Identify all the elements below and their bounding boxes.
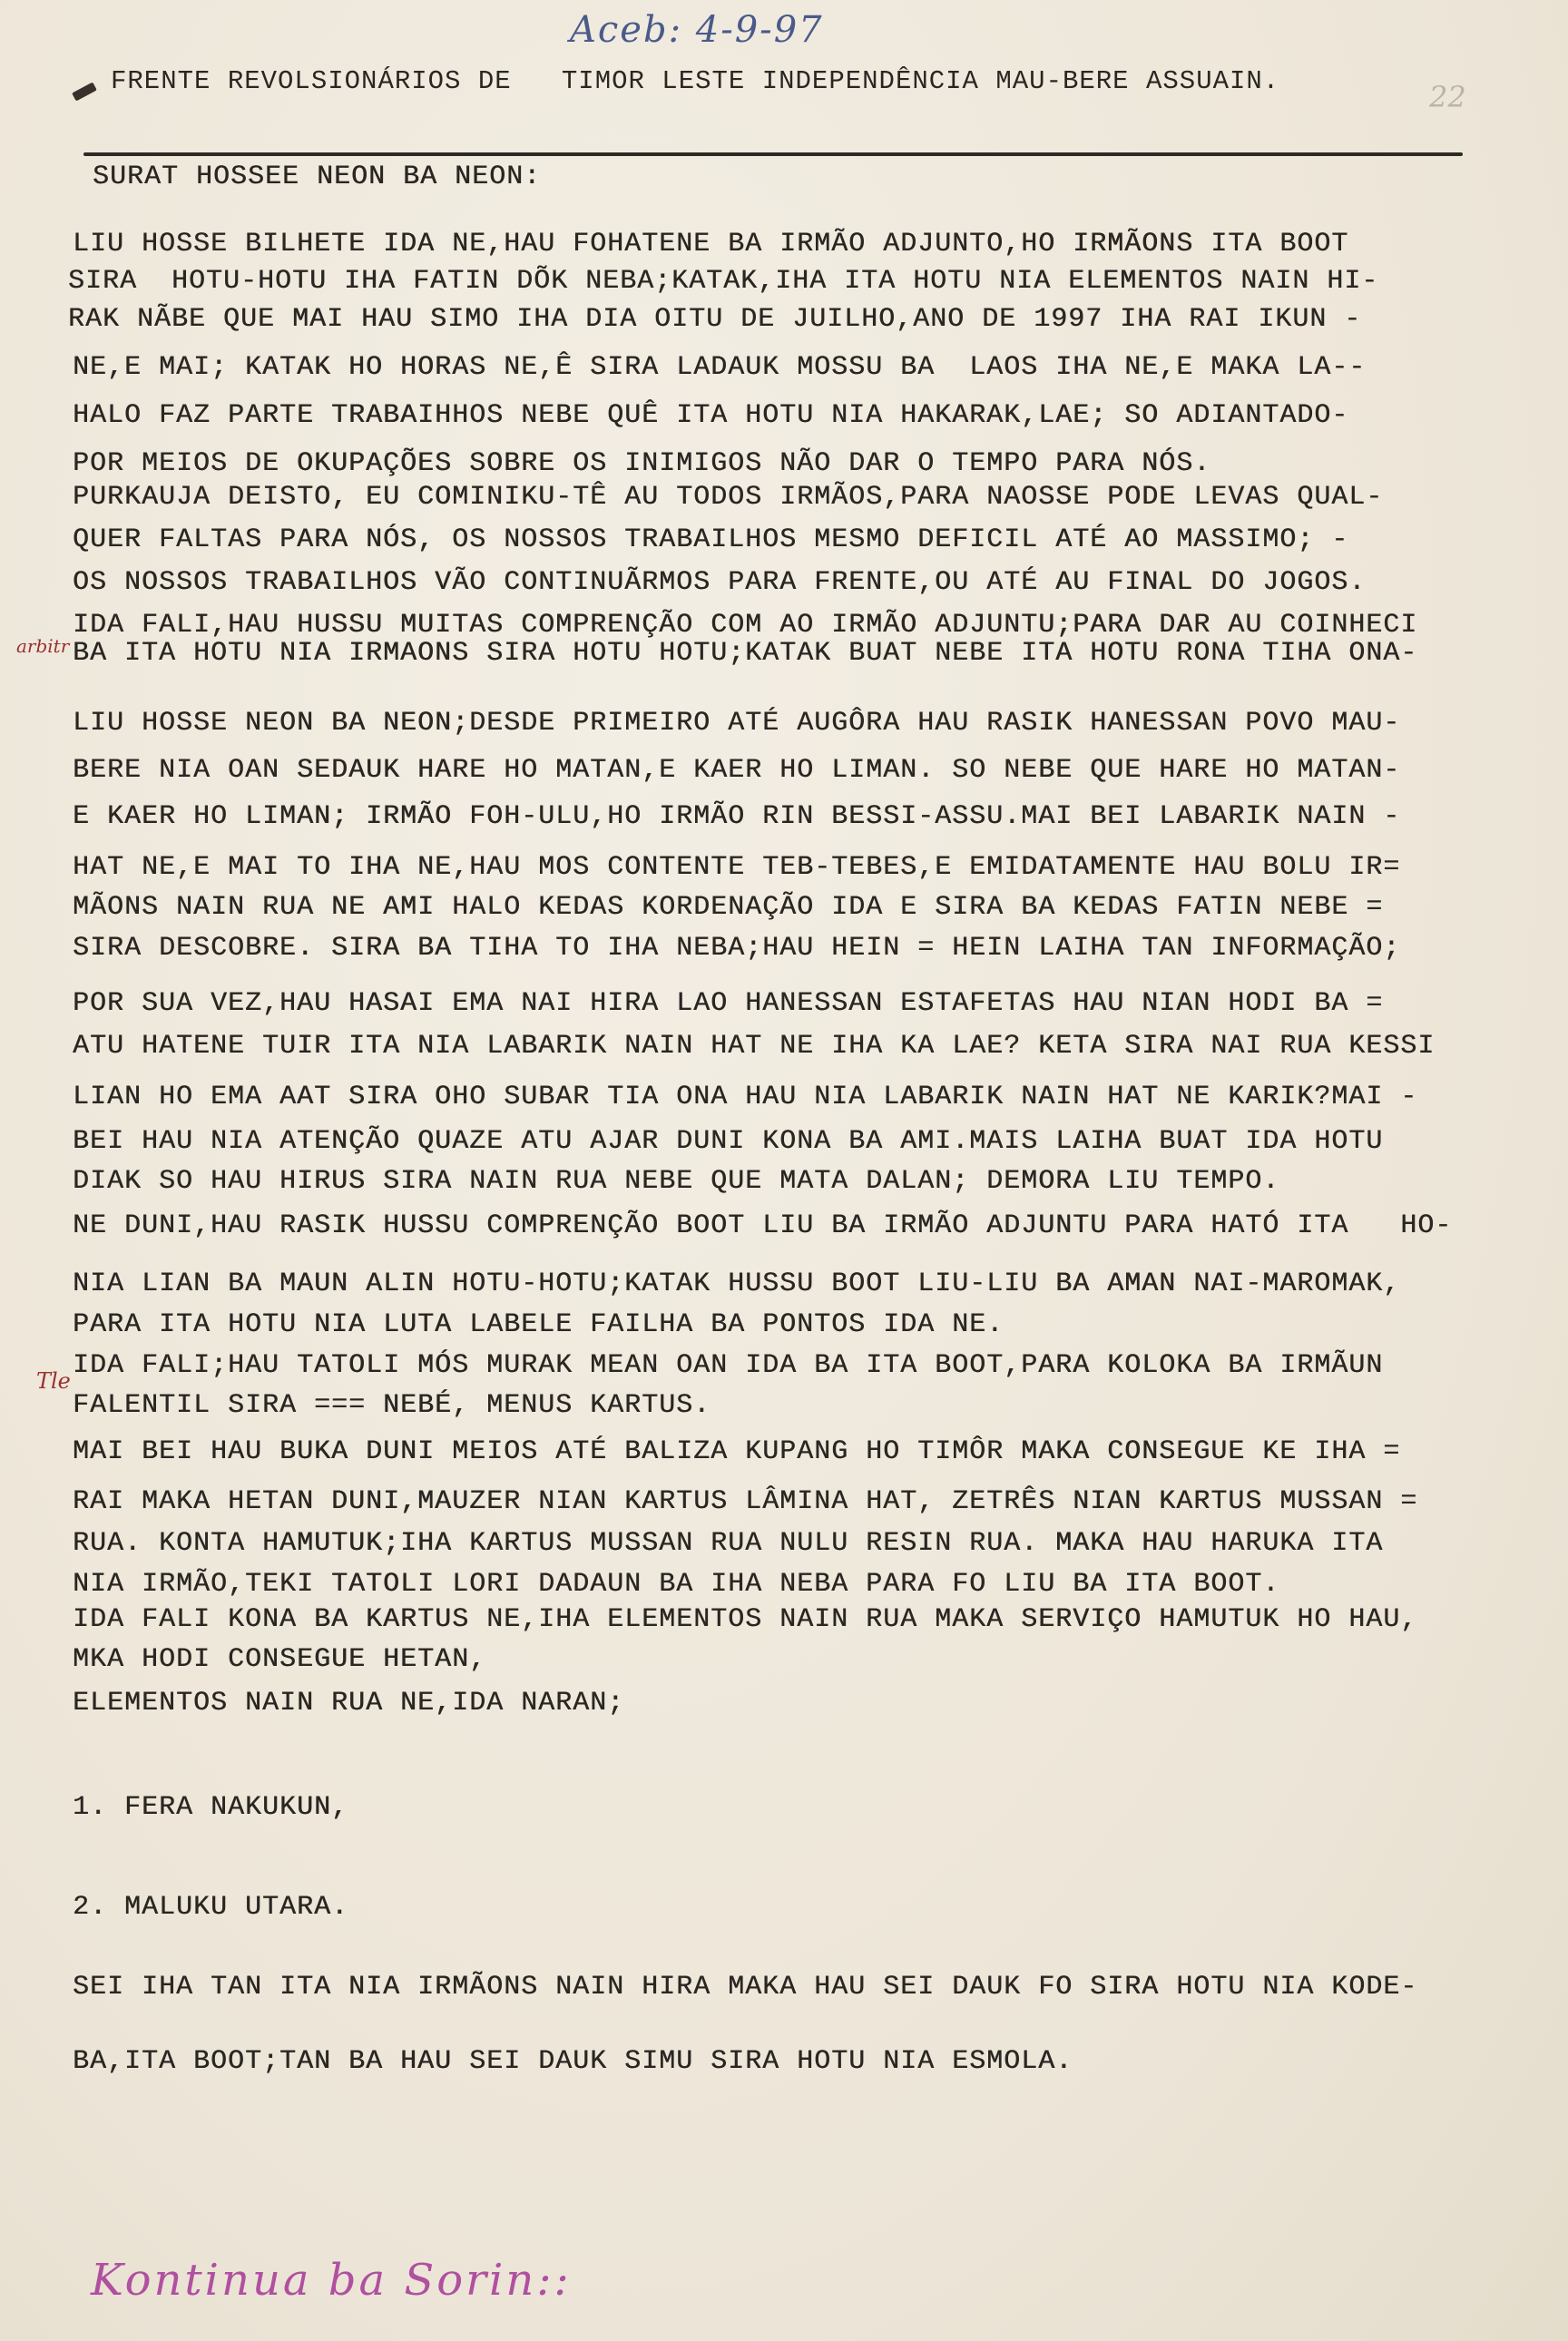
page-number-mark: 22 bbox=[1429, 80, 1466, 114]
letter-line: BA ITA HOTU NIA IRMAONS SIRA HOTU HOTU;KATAK BUAT NEBE ITA HOTU RONA TIHA ONA- bbox=[73, 638, 1418, 669]
letter-line: DIAK SO HAU HIRUS SIRA NAIN RUA NEBE QUE MATA DALAN; DEMORA LIU TEMPO. bbox=[73, 1166, 1280, 1197]
header-left: FRENTE REVOLSIONÁRIOS DE bbox=[111, 66, 512, 96]
letter-line: MÃONS NAIN RUA NE AMI HALO KEDAS KORDENAÇÃO IDA E SIRA BA KEDAS FATIN NEBE = bbox=[73, 892, 1384, 923]
letter-line: FALENTIL SIRA === NEBÉ, MENUS KARTUS. bbox=[73, 1390, 711, 1421]
letter-line: ELEMENTOS NAIN RUA NE,IDA NARAN; bbox=[73, 1688, 625, 1719]
letter-line: NIA LIAN BA MAUN ALIN HOTU-HOTU;KATAK HUSSU BOOT LIU-LIU BA AMAN NAI-MAROMAK, bbox=[73, 1268, 1401, 1299]
header-right: TIMOR LESTE INDEPENDÊNCIA MAU-BERE ASSUAIN. bbox=[561, 66, 1280, 96]
letter-line: LIU HOSSE NEON BA NEON;DESDE PRIMEIRO ATÉ AUGÔRA HAU RASIK HANESSAN POVO MAU- bbox=[73, 708, 1401, 739]
letter-line: ATU HATENE TUIR ITA NIA LABARIK NAIN HAT NE IHA KA LAE? KETA SIRA NAI RUA KESSI bbox=[73, 1031, 1436, 1062]
handwritten-continuation-note: Kontinua ba Sorin:: bbox=[91, 2255, 572, 2306]
letter-line: NIA IRMÃO,TEKI TATOLI LORI DADAUN BA IHA NEBA PARA FO LIU BA ITA BOOT. bbox=[73, 1569, 1280, 1600]
letter-line: OS NOSSOS TRABAILHOS VÃO CONTINUÃRMOS PARA FRENTE,OU ATÉ AU FINAL DO JOGOS. bbox=[73, 567, 1367, 598]
letter-line: SEI IHA TAN ITA NIA IRMÃONS NAIN HIRA MAKA HAU SEI DAUK FO SIRA HOTU NIA KODE- bbox=[73, 1972, 1418, 2003]
letter-line: BEI HAU NIA ATENÇÃO QUAZE ATU AJAR DUNI KONA BA AMI.MAIS LAIHA BUAT IDA HOTU bbox=[73, 1126, 1384, 1157]
handwritten-receipt-note: Aceb: 4-9-97 bbox=[570, 9, 824, 51]
letter-line: 1. FERA NAKUKUN, bbox=[73, 1792, 349, 1823]
letter-line: BA,ITA BOOT;TAN BA HAU SEI DAUK SIMU SIRA HOTU NIA ESMOLA. bbox=[73, 2046, 1073, 2077]
letter-line: LIU HOSSE BILHETE IDA NE,HAU FOHATENE BA IRMÃO ADJUNTO,HO IRMÃONS ITA BOOT bbox=[73, 229, 1349, 260]
letter-header bbox=[111, 66, 1279, 96]
letter-line: BERE NIA OAN SEDAUK HARE HO MATAN,E KAER HO LIMAN. SO NEBE QUE HARE HO MATAN- bbox=[73, 755, 1401, 786]
margin-note: Tle bbox=[36, 1368, 71, 1394]
header-rule bbox=[83, 152, 1463, 156]
letter-line: IDA FALI KONA BA KARTUS NE,IHA ELEMENTOS NAIN RUA MAKA SERVIÇO HAMUTUK HO HAU, bbox=[73, 1604, 1418, 1635]
letter-line: LIAN HO EMA AAT SIRA OHO SUBAR TIA ONA HAU NIA LABARIK NAIN HAT NE KARIK?MAI - bbox=[73, 1082, 1418, 1112]
letter-line: QUER FALTAS PARA NÓS, OS NOSSOS TRABAILHOS MESMO DEFICIL ATÉ AO MASSIMO; - bbox=[73, 524, 1349, 555]
letter-line: POR SUA VEZ,HAU HASAI EMA NAI HIRA LAO HANESSAN ESTAFETAS HAU NIAN HODI BA = bbox=[73, 988, 1384, 1019]
letter-line: 2. MALUKU UTARA. bbox=[73, 1892, 349, 1923]
letter-line: RAI MAKA HETAN DUNI,MAUZER NIAN KARTUS LÂMINA HAT, ZETRÊS NIAN KARTUS MUSSAN = bbox=[73, 1486, 1418, 1517]
letter-line: MAI BEI HAU BUKA DUNI MEIOS ATÉ BALIZA KUPANG HO TIMÔR MAKA CONSEGUE KE IHA = bbox=[73, 1436, 1401, 1467]
ink-mark bbox=[72, 82, 97, 101]
letter-line: MKA HODI CONSEGUE HETAN, bbox=[73, 1644, 487, 1675]
letter-line: POR MEIOS DE OKUPAÇÕES SOBRE OS INIMIGOS NÃO DAR O TEMPO PARA NÓS. bbox=[73, 448, 1211, 479]
letter-line: IDA FALI,HAU HUSSU MUITAS COMPRENÇÃO COM AO IRMÃO ADJUNTU;PARA DAR AU COINHECI bbox=[73, 610, 1418, 641]
letter-line: RAK NÃBE QUE MAI HAU SIMO IHA DIA OITU DE JUILHO,ANO DE 1997 IHA RAI IKUN - bbox=[68, 304, 1362, 335]
letter-line: SIRA DESCOBRE. SIRA BA TIHA TO IHA NEBA;HAU HEIN = HEIN LAIHA TAN INFORMAÇÃO; bbox=[73, 933, 1401, 964]
letter-line: PARA ITA HOTU NIA LUTA LABELE FAILHA BA PONTOS IDA NE. bbox=[73, 1309, 1004, 1340]
letter-line: HAT NE,E MAI TO IHA NE,HAU MOS CONTENTE TEB-TEBES,E EMIDATAMENTE HAU BOLU IR= bbox=[73, 852, 1401, 883]
margin-note: arbitr bbox=[16, 635, 70, 657]
letter-line: IDA FALI;HAU TATOLI MÓS MURAK MEAN OAN IDA BA ITA BOOT,PARA KOLOKA BA IRMÃUN bbox=[73, 1350, 1384, 1381]
letter-line: NE,E MAI; KATAK HO HORAS NE,Ê SIRA LADAUK MOSSU BA LAOS IHA NE,E MAKA LA-- bbox=[73, 352, 1367, 383]
letter-line: SIRA HOTU-HOTU IHA FATIN DÕK NEBA;KATAK,IHA ITA HOTU NIA ELEMENTOS NAIN HI- bbox=[68, 266, 1379, 297]
letter-line: HALO FAZ PARTE TRABAIHHOS NEBE QUÊ ITA HOTU NIA HAKARAK,LAE; SO ADIANTADO- bbox=[73, 400, 1349, 431]
letter-line: NE DUNI,HAU RASIK HUSSU COMPRENÇÃO BOOT LIU BA IRMÃO ADJUNTU PARA HATÓ ITA HO- bbox=[73, 1210, 1453, 1241]
letter-line: RUA. KONTA HAMUTUK;IHA KARTUS MUSSAN RUA NULU RESIN RUA. MAKA HAU HARUKA ITA bbox=[73, 1528, 1384, 1559]
salutation: SURAT HOSSEE NEON BA NEON: bbox=[93, 162, 542, 192]
letter-line: PURKAUJA DEISTO, EU COMINIKU-TÊ AU TODOS IRMÃOS,PARA NAOSSE PODE LEVAS QUAL- bbox=[73, 482, 1384, 513]
letter-line: E KAER HO LIMAN; IRMÃO FOH-ULU,HO IRMÃO RIN BESSI-ASSU.MAI BEI LABARIK NAIN - bbox=[73, 801, 1401, 832]
